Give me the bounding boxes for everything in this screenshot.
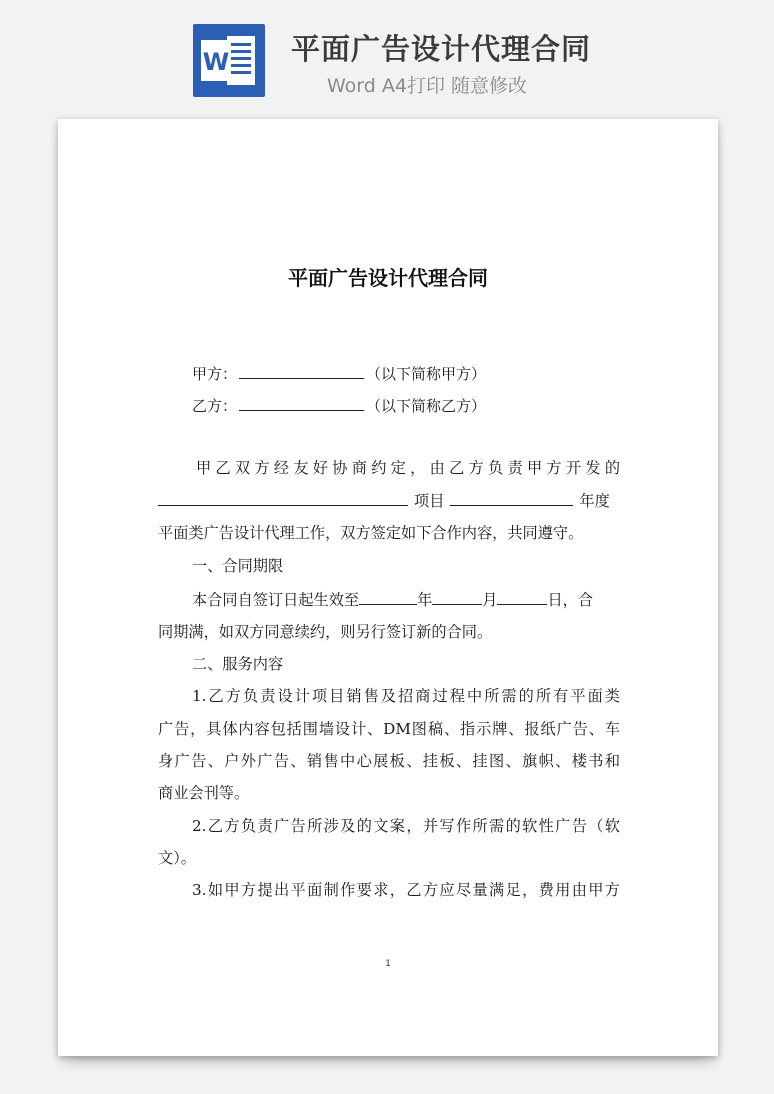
section-1-heading: 一、合同期限 [192, 557, 284, 575]
party-a-line [192, 363, 486, 384]
term-line-1 [192, 590, 620, 610]
party-a-note: （以下简称甲方） [366, 365, 487, 383]
intro-line-3: 平面类广告设计代理工作，双方签定如下合作内容，共同遵守。 [158, 524, 584, 542]
header-title: 平面广告设计代理合同 [291, 32, 592, 66]
party-b-blank[interactable] [239, 396, 364, 411]
intro-line-1: 甲乙双方经友好协商约定，由乙方负责甲方开发的 [196, 459, 620, 477]
header-subtitle: Word A4打印 随意修改 [327, 75, 528, 97]
year-blank[interactable] [450, 491, 573, 506]
word-document-icon [193, 24, 265, 97]
word-icon-letter: W [202, 48, 230, 76]
intro-year-label: 年度 [579, 492, 610, 510]
party-a-blank[interactable] [239, 364, 364, 379]
section-2-heading: 二、服务内容 [192, 655, 284, 673]
project-name-blank[interactable] [158, 491, 408, 506]
item-2-line-1: 2.乙方负责广告所涉及的文案，并写作所需的软性广告（软 [192, 817, 620, 835]
term-year-label: 年 [417, 591, 433, 609]
item-1-line-3: 身广告、户外广告、销售中心展板、挂板、挂图、旗帜、楼书和 [158, 752, 620, 770]
term-day-blank[interactable] [497, 590, 547, 605]
term-month-label: 月 [482, 591, 498, 609]
party-b-label: 乙方： [192, 397, 238, 415]
item-2-line-2: 文）。 [158, 849, 196, 867]
item-1-line-1: 1.乙方负责设计项目销售及招商过程中所需的所有平面类 [192, 687, 620, 705]
party-a-label: 甲方： [192, 365, 238, 383]
page-number: 1 [385, 959, 391, 969]
intro-line-2 [158, 491, 620, 511]
party-b-note: （以下简称乙方） [366, 397, 487, 415]
term-year-blank[interactable] [359, 590, 417, 605]
header [0, 0, 774, 110]
term-day-label: 日，合 [547, 591, 593, 609]
item-3-line-1: 3.如甲方提出平面制作要求，乙方应尽量满足，费用由甲方 [192, 881, 620, 899]
term-line-2: 同期满，如双方同意续约，则另行签订新的合同。 [158, 623, 493, 641]
term-month-blank[interactable] [432, 590, 482, 605]
term-start-text: 本合同自签订日起生效至 [192, 591, 360, 609]
document-title: 平面广告设计代理合同 [288, 266, 488, 290]
document-page [58, 119, 718, 1056]
intro-project-label: 项目 [414, 492, 445, 510]
item-1-line-4: 商业会刊等。 [158, 784, 250, 802]
party-b-line [192, 395, 486, 416]
item-1-line-2: 广告，具体内容包括围墙设计、DM图稿、指示牌、报纸广告、车 [158, 720, 620, 738]
